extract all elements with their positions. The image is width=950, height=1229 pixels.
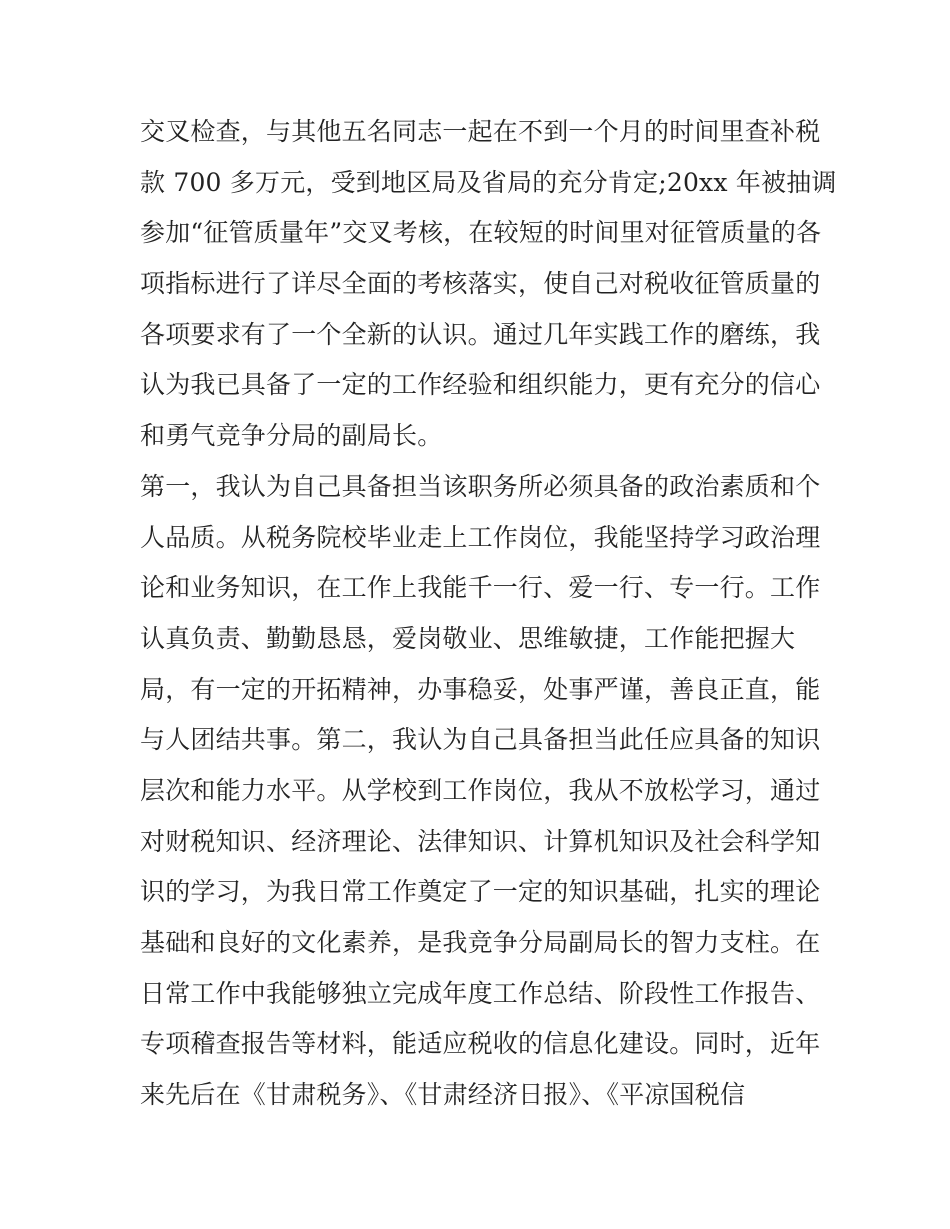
text-line: 专项稽查报告等材料，能适应税收的信息化建设。同时，近年: [140, 1029, 821, 1059]
text-line: 对财税知识、经济理论、法律知识、计算机知识及社会科学知: [140, 826, 821, 856]
text-line: 基础和良好的文化素养，是我竞争分局副局长的智力支柱。在: [140, 928, 821, 957]
text-line: 各项要求有了一个全新的认识。通过几年实践工作的磨练，我: [140, 319, 821, 349]
text-line: 参加“征管质量年”交叉考核，在较短的时间里对征管质量的各: [140, 218, 822, 248]
text-line: 和勇气竞争分局的副局长。: [140, 421, 443, 451]
text-line: 层次和能力水平。从学校到工作岗位，我从不放松学习，通过: [140, 775, 821, 805]
text-line: 款 700 多万元，受到地区局及省局的充分肯定;20xx 年被抽调: [140, 167, 837, 197]
text-line: 局，有一定的开拓精神，办事稳妥，处事严谨，善良正直，能: [140, 674, 821, 704]
text-line: 论和业务知识，在工作上我能千一行、爱一行、专一行。工作: [140, 573, 821, 603]
text-line: 交叉检查，与其他五名同志一起在不到一个月的时间里查补税: [140, 117, 821, 146]
text-line: 第一，我认为自己具备担当该职务所必须具备的政治素质和个: [140, 471, 821, 501]
text-line: 识的学习，为我日常工作奠定了一定的知识基础，扎实的理论: [140, 877, 821, 907]
text-line: 项指标进行了详尽全面的考核落实，使自己对税收征管质量的: [140, 269, 821, 299]
text-line: 来先后在《甘肃税务》、《甘肃经济日报》、《平凉国税信: [140, 1080, 746, 1110]
text-line: 认为我已具备了一定的工作经验和组织能力，更有充分的信心: [140, 370, 821, 400]
text-line: 与人团结共事。第二，我认为自己具备担当此任应具备的知识: [140, 725, 821, 755]
text-line: 人品质。从税务院校毕业走上工作岗位，我能坚持学习政治理: [140, 522, 821, 552]
body-text: [140, 107, 837, 1121]
text-line: 日常工作中我能够独立完成年度工作总结、阶段性工作报告、: [140, 978, 821, 1008]
text-line: 认真负责、勤勤恳恳，爱岗敬业、思维敏捷，工作能把握大: [140, 623, 796, 653]
